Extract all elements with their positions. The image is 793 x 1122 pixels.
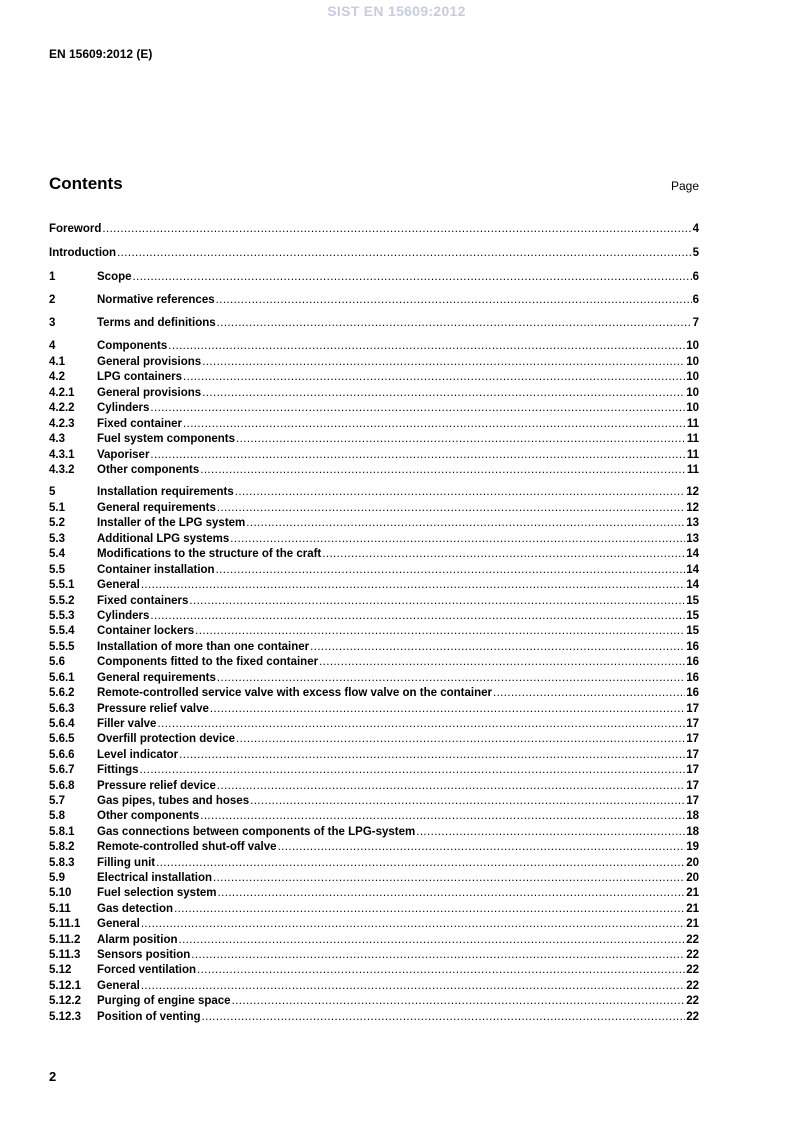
toc-entry-number: 5.10 — [49, 887, 72, 899]
toc-entry-title: Gas detection — [97, 903, 174, 915]
toc-entry-title: General requirements — [97, 672, 216, 684]
toc-entry-number: 5.1 — [49, 502, 65, 514]
toc-entry-title: LPG containers — [97, 371, 182, 383]
toc-entry[interactable] — [49, 885, 699, 901]
toc-dot-leader — [200, 462, 686, 478]
toc-entry[interactable] — [49, 701, 699, 717]
toc-entry[interactable] — [49, 593, 699, 609]
toc-entry[interactable] — [49, 531, 699, 547]
toc-entry-page: 4 — [692, 223, 699, 235]
toc-entry-title: Other components — [97, 464, 200, 476]
toc-dot-leader — [230, 531, 685, 547]
toc-entry-title: Remote-controlled shut-off valve — [97, 841, 277, 853]
toc-entry-title: Fixed containers — [97, 595, 189, 607]
toc-entry[interactable] — [49, 546, 699, 562]
toc-entry-title: Introduction — [49, 247, 117, 259]
toc-dot-leader — [141, 577, 685, 593]
toc-entry[interactable] — [49, 855, 699, 871]
toc-dot-leader — [202, 354, 685, 370]
toc-entry-title: Other components — [97, 810, 200, 822]
toc-entry-title: Cylinders — [97, 402, 150, 414]
toc-entry[interactable] — [49, 447, 699, 463]
toc-entry-page: 20 — [686, 857, 699, 869]
toc-dot-leader — [310, 639, 685, 655]
toc-entry-number: 5.6.3 — [49, 703, 75, 715]
toc-entry-number: 5.11.3 — [49, 949, 81, 961]
toc-dot-leader — [197, 962, 685, 978]
toc-dot-leader — [189, 593, 685, 609]
toc-entry-number: 4.1 — [49, 356, 65, 368]
toc-entry[interactable] — [49, 221, 699, 237]
toc-entry-number: 5.5.3 — [49, 610, 75, 622]
toc-entry-number: 5.6 — [49, 656, 65, 668]
toc-entry[interactable] — [49, 462, 699, 478]
toc-dot-leader — [140, 762, 686, 778]
toc-entry-number: 5.6.7 — [49, 764, 75, 776]
toc-entry-page: 10 — [686, 356, 699, 368]
toc-entry-number: 4.2.2 — [49, 402, 75, 414]
toc-entry-number: 5.7 — [49, 795, 65, 807]
toc-entry-title: Forced ventilation — [97, 964, 197, 976]
toc-entry[interactable] — [49, 431, 699, 447]
toc-entry-title: Fuel system components — [97, 433, 236, 445]
toc-dot-leader — [416, 824, 685, 840]
toc-entry-page: 10 — [686, 402, 699, 414]
toc-entry-title: Fuel selection system — [97, 887, 217, 899]
toc-entry[interactable] — [49, 824, 699, 840]
toc-entry-title: Filler valve — [97, 718, 157, 730]
toc-dot-leader — [218, 885, 686, 901]
toc-entry-title: Fixed container — [97, 418, 182, 430]
toc-entry-page: 21 — [686, 887, 699, 899]
toc-entry-page: 20 — [686, 872, 699, 884]
toc-entry-title: Container installation — [97, 564, 215, 576]
toc-dot-leader — [216, 292, 692, 308]
toc-entry-number: 1 — [49, 271, 56, 283]
toc-dot-leader — [102, 221, 691, 237]
toc-entry-title: Terms and definitions — [97, 317, 216, 329]
document-id: EN 15609:2012 (E) — [49, 47, 153, 61]
toc-entry-page: 22 — [686, 995, 699, 1007]
toc-entry-page: 21 — [686, 918, 699, 930]
toc-entry-title: Components — [97, 340, 168, 352]
toc-entry-number: 5.6.1 — [49, 672, 75, 684]
toc-entry[interactable] — [49, 369, 699, 385]
toc-entry-page: 17 — [686, 749, 699, 761]
toc-entry-number: 5 — [49, 486, 56, 498]
toc-entry-title: Sensors position — [97, 949, 191, 961]
toc-entry-title: Installer of the LPG system — [97, 517, 246, 529]
page-column-label: Page — [670, 179, 699, 193]
toc-entry[interactable] — [49, 947, 699, 963]
toc-entry-page: 22 — [686, 949, 699, 961]
toc-entry-number: 5.8.2 — [49, 841, 75, 853]
toc-entry-number: 5.5 — [49, 564, 65, 576]
toc-entry-title: Modifications to the structure of the craft — [97, 548, 322, 560]
toc-dot-leader — [202, 1009, 686, 1025]
toc-dot-leader — [250, 793, 685, 809]
toc-dot-leader — [236, 431, 686, 447]
toc-entry[interactable] — [49, 839, 699, 855]
toc-entry-page: 11 — [686, 449, 699, 461]
toc-entry-number: 4.2.3 — [49, 418, 75, 430]
toc-entry-number: 5.12.1 — [49, 980, 81, 992]
toc-entry-page: 14 — [686, 548, 699, 560]
toc-entry-number: 5.2 — [49, 517, 65, 529]
toc-dot-leader — [168, 338, 685, 354]
toc-entry-page: 13 — [686, 517, 699, 529]
toc-dot-leader — [278, 839, 686, 855]
toc-entry-page: 22 — [686, 980, 699, 992]
toc-entry[interactable] — [49, 670, 699, 686]
toc-entry[interactable] — [49, 1009, 699, 1025]
toc-entry-number: 5.5.2 — [49, 595, 75, 607]
toc-entry[interactable] — [49, 962, 699, 978]
toc-entry-page: 22 — [686, 964, 699, 976]
toc-entry-page: 11 — [686, 464, 699, 476]
toc-entry-number: 3 — [49, 317, 56, 329]
toc-entry-page: 11 — [686, 433, 699, 445]
toc-entry-page: 15 — [686, 610, 699, 622]
toc-entry-page: 18 — [686, 810, 699, 822]
toc-entry-title: Cylinders — [97, 610, 150, 622]
toc-dot-leader — [319, 654, 685, 670]
toc-entry-page: 22 — [686, 934, 699, 946]
footer-page-number: 2 — [49, 1069, 57, 1084]
toc-entry[interactable] — [49, 484, 699, 500]
toc-dot-leader — [141, 978, 685, 994]
toc-entry[interactable] — [49, 901, 699, 917]
toc-entry-number: 5.8.1 — [49, 826, 75, 838]
toc-entry-title: Pressure relief valve — [97, 703, 209, 715]
toc-entry-number: 5.6.8 — [49, 780, 75, 792]
toc-entry-number: 4.2 — [49, 371, 65, 383]
toc-entry-page: 17 — [686, 718, 699, 730]
toc-entry-page: 16 — [686, 641, 699, 653]
toc-entry-number: 5.6.2 — [49, 687, 75, 699]
toc-entry-number: 5.6.4 — [49, 718, 75, 730]
toc-entry[interactable] — [49, 762, 699, 778]
toc-entry-page: 12 — [686, 502, 699, 514]
toc-dot-leader — [179, 932, 686, 948]
toc-entry[interactable] — [49, 793, 699, 809]
toc-entry[interactable] — [49, 500, 699, 516]
toc-entry[interactable] — [49, 292, 699, 308]
toc-entry[interactable] — [49, 654, 699, 670]
toc-entry-title: Components fitted to the fixed container — [97, 656, 319, 668]
toc-entry-page: 16 — [686, 656, 699, 668]
toc-dot-leader — [217, 500, 685, 516]
toc-entry-number: 4.3.1 — [49, 449, 75, 461]
toc-entry[interactable] — [49, 385, 699, 401]
toc-entry-page: 17 — [686, 733, 699, 745]
toc-entry-page: 17 — [686, 795, 699, 807]
toc-entry-page: 18 — [686, 826, 699, 838]
toc-entry-title: Installation requirements — [97, 486, 234, 498]
toc-dot-leader — [217, 670, 685, 686]
toc-entry-page: 16 — [686, 672, 699, 684]
toc-entry[interactable] — [49, 608, 699, 624]
toc-dot-leader — [150, 608, 685, 624]
toc-entry-number: 5.11.1 — [49, 918, 81, 930]
toc-entry[interactable] — [49, 416, 699, 432]
toc-entry-page: 17 — [686, 703, 699, 715]
toc-dot-leader — [141, 916, 685, 932]
toc-entry-title: Pressure relief device — [97, 780, 216, 792]
toc-dot-leader — [157, 716, 685, 732]
toc-entry[interactable] — [49, 978, 699, 994]
toc-entry-title: Foreword — [49, 223, 102, 235]
toc-entry-title: General — [97, 579, 140, 591]
toc-entry-title: Container lockers — [97, 625, 195, 637]
toc-entry-title: General provisions — [97, 356, 202, 368]
toc-dot-leader — [202, 385, 685, 401]
toc-entry[interactable] — [49, 716, 699, 732]
toc-entry-number: 5.8 — [49, 810, 65, 822]
toc-entry-page: 14 — [686, 564, 699, 576]
toc-dot-leader — [235, 484, 685, 500]
toc-entry-title: Gas connections between components of the LPG-system — [97, 826, 416, 838]
toc-entry[interactable] — [49, 315, 699, 331]
toc-entry-title: General — [97, 980, 140, 992]
toc-entry-page: 6 — [692, 271, 699, 283]
toc-dot-leader — [210, 701, 685, 717]
toc-entry-title: Gas pipes, tubes and hoses — [97, 795, 250, 807]
toc-dot-leader — [195, 623, 685, 639]
toc-entry-number: 5.5.1 — [49, 579, 75, 591]
toc-entry-title: Purging of engine space — [97, 995, 231, 1007]
toc-dot-leader — [200, 808, 685, 824]
toc-entry-page: 15 — [686, 625, 699, 637]
toc-entry-page: 14 — [686, 579, 699, 591]
toc-entry-number: 5.6.6 — [49, 749, 75, 761]
toc-dot-leader — [179, 747, 685, 763]
toc-entry[interactable] — [49, 269, 699, 285]
toc-dot-leader — [232, 993, 686, 1009]
toc-entry-page: 7 — [692, 317, 699, 329]
toc-entry-page: 17 — [686, 780, 699, 792]
toc-entry-title: Remote-controlled service valve with excess flow valve on the container — [97, 687, 492, 699]
toc-entry[interactable] — [49, 639, 699, 655]
toc-dot-leader — [217, 315, 692, 331]
toc-entry-title: General provisions — [97, 387, 202, 399]
toc-entry-page: 13 — [686, 533, 699, 545]
toc-entry-number: 2 — [49, 294, 56, 306]
toc-dot-leader — [191, 947, 685, 963]
toc-dot-leader — [322, 546, 685, 562]
toc-entry-page: 16 — [686, 687, 699, 699]
toc-entry[interactable] — [49, 731, 699, 747]
toc-entry-title: Level indicator — [97, 749, 179, 761]
toc-entry-number: 4.2.1 — [49, 387, 75, 399]
toc-dot-leader — [493, 685, 685, 701]
contents-title: Contents — [49, 174, 123, 193]
toc-dot-leader — [183, 416, 686, 432]
toc-entry-title: General — [97, 918, 140, 930]
toc-entry[interactable] — [49, 245, 699, 261]
toc-entry[interactable] — [49, 515, 699, 531]
toc-entry-title: Normative references — [97, 294, 215, 306]
toc-entry-title: Vaporiser — [97, 449, 150, 461]
toc-entry-number: 5.9 — [49, 872, 65, 884]
toc-entry[interactable] — [49, 993, 699, 1009]
toc-entry-title: Electrical installation — [97, 872, 213, 884]
toc-entry-page: 15 — [686, 595, 699, 607]
toc-dot-leader — [183, 369, 685, 385]
toc-entry-title: Installation of more than one container — [97, 641, 310, 653]
toc-entry-page: 10 — [686, 387, 699, 399]
toc-entry-number: 5.12.3 — [49, 1011, 81, 1023]
toc-entry-number: 5.12.2 — [49, 995, 81, 1007]
toc-dot-leader — [174, 901, 685, 917]
toc-entry[interactable] — [49, 354, 699, 370]
toc-dot-leader — [217, 778, 685, 794]
toc-entry[interactable] — [49, 623, 699, 639]
toc-entry[interactable] — [49, 916, 699, 932]
toc-entry-number: 5.8.3 — [49, 857, 75, 869]
toc-entry-page: 6 — [692, 294, 699, 306]
toc-entry-title: General requirements — [97, 502, 216, 514]
toc-entry-number: 5.4 — [49, 548, 65, 560]
toc-entry-page: 17 — [686, 764, 699, 776]
toc-dot-leader — [216, 562, 686, 578]
toc-entry-page: 10 — [686, 371, 699, 383]
toc-entry-number: 5.6.5 — [49, 733, 75, 745]
toc-entry[interactable] — [49, 338, 699, 354]
toc-entry-number: 4.3.2 — [49, 464, 75, 476]
toc-dot-leader — [213, 870, 685, 886]
toc-entry[interactable] — [49, 562, 699, 578]
toc-entry-number: 4 — [49, 340, 56, 352]
toc-dot-leader — [156, 855, 685, 871]
toc-entry[interactable] — [49, 808, 699, 824]
toc-entry-page: 10 — [686, 340, 699, 352]
toc-entry-title: Alarm position — [97, 934, 178, 946]
toc-entry-title: Position of venting — [97, 1011, 201, 1023]
toc-entry-page: 21 — [686, 903, 699, 915]
toc-entry[interactable] — [49, 685, 699, 701]
toc-entry-title: Fittings — [97, 764, 139, 776]
toc-entry-title: Scope — [97, 271, 132, 283]
toc-entry-number: 5.11.2 — [49, 934, 81, 946]
toc-entry-number: 5.5.5 — [49, 641, 75, 653]
watermark: SIST EN 15609:2012 — [327, 3, 466, 19]
toc-dot-leader — [133, 269, 692, 285]
toc-entry[interactable] — [49, 747, 699, 763]
toc-entry[interactable] — [49, 577, 699, 593]
toc-entry-title: Filling unit — [97, 857, 156, 869]
toc-entry-title: Overfill protection device — [97, 733, 236, 745]
toc-dot-leader — [246, 515, 685, 531]
toc-entry-page: 5 — [692, 247, 699, 259]
toc-entry-number: 5.3 — [49, 533, 65, 545]
toc-entry-number: 5.5.4 — [49, 625, 75, 637]
toc-entry[interactable] — [49, 778, 699, 794]
toc-dot-leader — [150, 447, 685, 463]
toc-entry[interactable] — [49, 400, 699, 416]
toc-entry-page: 11 — [686, 418, 699, 430]
toc-entry-number: 4.3 — [49, 433, 65, 445]
toc-entry-page: 12 — [686, 486, 699, 498]
toc-entry[interactable] — [49, 870, 699, 886]
toc-entry[interactable] — [49, 932, 699, 948]
toc-entry-number: 5.12 — [49, 964, 72, 976]
toc-entry-number: 5.11 — [49, 903, 71, 915]
toc-dot-leader — [150, 400, 685, 416]
toc-dot-leader — [117, 245, 692, 261]
toc-entry-page: 19 — [686, 841, 699, 853]
toc-entry-page: 22 — [686, 1011, 699, 1023]
toc-entry-title: Additional LPG systems — [97, 533, 230, 545]
toc-dot-leader — [236, 731, 685, 747]
